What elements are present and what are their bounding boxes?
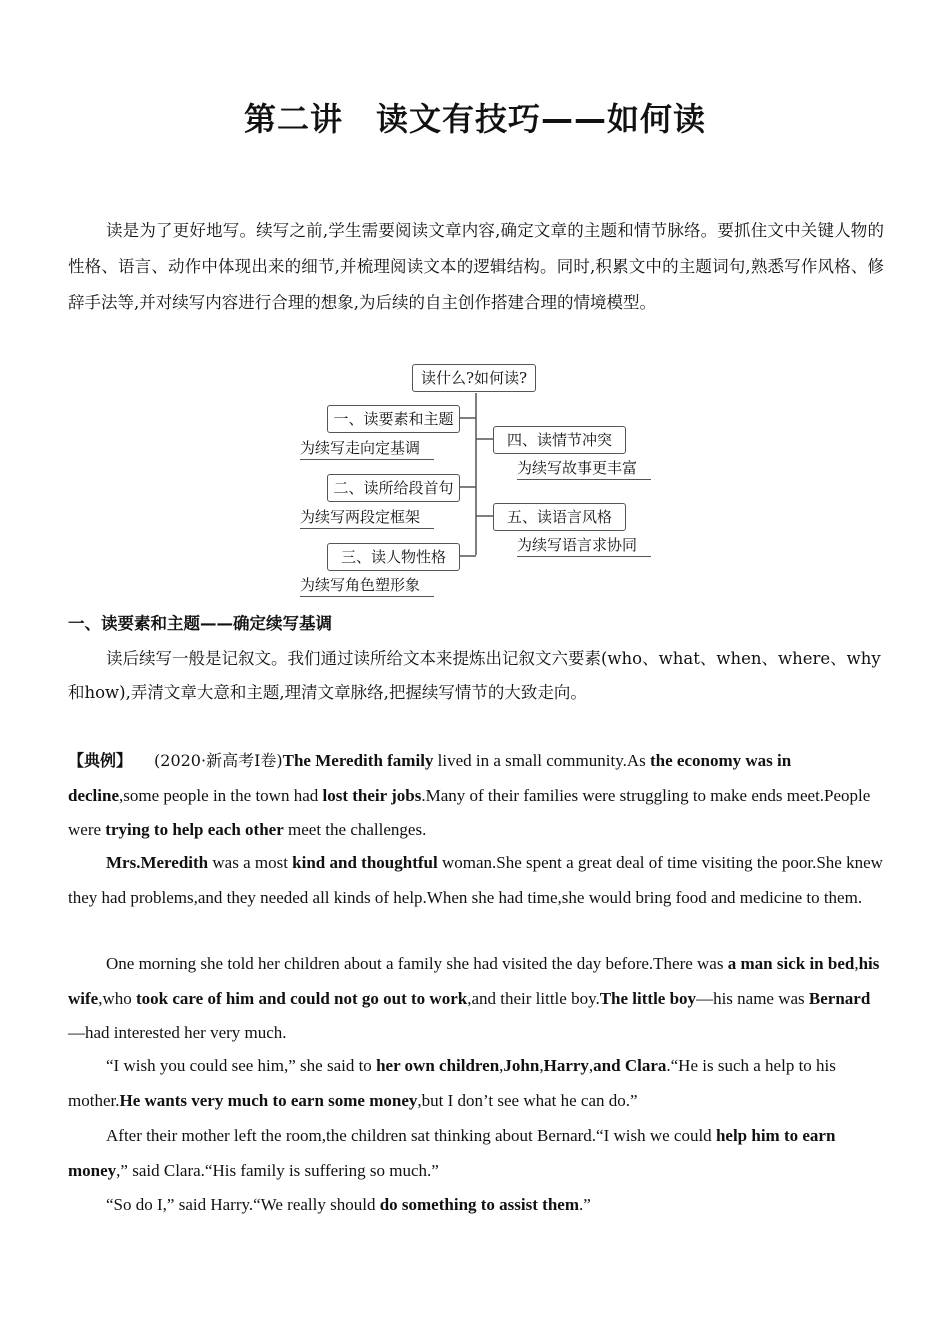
diagram-item-4-box: 四、读情节冲突 (493, 426, 626, 454)
bold-phrase: trying to help each other (105, 820, 284, 839)
diagram-item-5-box: 五、读语言风格 (493, 503, 626, 531)
example-paragraph-6 (68, 1188, 884, 1223)
text-run: .Many of their families were struggling to make ends meet.People were (68, 785, 871, 839)
text-run: After their mother left the room,the children sat thinking about Bernard.“I wish we could (106, 1126, 716, 1145)
bold-phrase: help him to earn money (68, 1126, 836, 1180)
diagram-item-1-box: 一、读要素和主题 (327, 405, 460, 433)
text-run: , (588, 1056, 594, 1075)
text-run: woman.She spent a great deal of time visiting the poor.She knew they had problems,and they needed all kinds of help.When she had time,she would bring food and medicine to them. (68, 853, 883, 907)
bold-phrase: the economy was in decline (68, 751, 792, 805)
text-run: ,who (98, 988, 136, 1008)
diagram-item-1-sub: 为续写走向定基调 (300, 437, 434, 460)
text-run: —had interested her very much. (68, 1023, 287, 1042)
text-run: ,” said Clara.“His family is suffering so much.” (116, 1160, 439, 1180)
example-paragraph-2 (68, 846, 884, 915)
diagram-item-3-sub: 为续写角色塑形象 (300, 574, 434, 597)
text-run: , (499, 1056, 504, 1075)
bold-phrase: Mrs.Meredith (106, 853, 209, 872)
bold-phrase: her own children (376, 1056, 500, 1075)
text-run: , (854, 954, 859, 973)
text-run: ,but I don’t see what he can do.” (417, 1090, 638, 1110)
bold-phrase: Bernard (808, 988, 871, 1008)
text-run: —his name was (696, 988, 809, 1008)
page-title: 第二讲 读文有技巧——如何读 (243, 100, 706, 138)
example-tag: 【典例】 (68, 751, 133, 770)
text-run: One morning she told her children about a family she had visited the day before.There was (106, 954, 728, 973)
diagram-root-box: 读什么?如何读? (412, 364, 536, 392)
example-source: (2020·新高考Ⅰ卷) (154, 751, 283, 770)
bold-phrase: kind and thoughtful (292, 853, 438, 872)
bold-phrase: The Meredith family (282, 751, 434, 770)
text-run: meet the challenges. (283, 820, 427, 839)
bold-phrase: and Clara (593, 1056, 667, 1075)
text-run: “So do I,” said Harry.“We really should (106, 1195, 380, 1214)
bold-phrase: He wants very much to earn some money (119, 1090, 418, 1110)
bold-phrase: do something to assist them (379, 1195, 579, 1214)
text-run: “I wish you could see him,” she said to (106, 1056, 377, 1075)
bold-phrase: Harry (543, 1056, 589, 1075)
text-run: .“He is such a help to his mother. (68, 1056, 836, 1110)
text-run: lived in a small community.As (433, 751, 650, 770)
bold-phrase: took care of him and could not go out to work (136, 988, 468, 1008)
example-paragraph-3 (68, 947, 884, 1051)
text-run: was a most (208, 853, 293, 872)
bold-phrase: John (503, 1056, 540, 1075)
diagram-item-4-sub: 为续写故事更丰富 (517, 457, 651, 480)
bold-phrase: his wife (68, 954, 880, 1008)
example-paragraph-1 (68, 744, 884, 848)
intro-paragraph: 读是为了更好地写。续写之前,学生需要阅读文章内容,确定文章的主题和情节脉络。要抓住文中关键人物的性格、语言、动作中体现出来的细节,并梳理阅读文本的逻辑结构。同时,积累文中的主题词句,熟悉写作风格、修辞手法等,并对续写内容进行合理的想象,为后续的自主创作搭建合理的情境模型。 (68, 221, 884, 312)
diagram-item-5-sub: 为续写语言求协同 (517, 534, 651, 557)
text-run: ,some people in the town had (119, 785, 323, 805)
bold-phrase: lost their jobs (322, 785, 422, 805)
example-paragraph-5 (68, 1119, 884, 1188)
text-run: ,and their little boy. (467, 988, 600, 1008)
mind-map-diagram (295, 360, 660, 600)
example-paragraph-4 (68, 1049, 884, 1118)
text-run: .” (579, 1195, 591, 1214)
section-paragraph: 读后续写一般是记叙文。我们通过读所给文本来提炼出记叙文六要素(who、what、when、where、why和how),弄清文章大意和主题,理清文章脉络,把握续写情节的大致走向。 (68, 649, 881, 702)
diagram-item-3-box: 三、读人物性格 (327, 543, 460, 571)
bold-phrase: The little boy (599, 988, 697, 1008)
bold-phrase: a man sick in bed (727, 954, 855, 973)
text-run: , (539, 1056, 544, 1075)
diagram-item-2-sub: 为续写两段定框架 (300, 506, 434, 529)
diagram-item-2-box: 二、读所给段首句 (327, 474, 460, 502)
section-heading: 一、读要素和主题——确定续写基调 (68, 614, 332, 633)
